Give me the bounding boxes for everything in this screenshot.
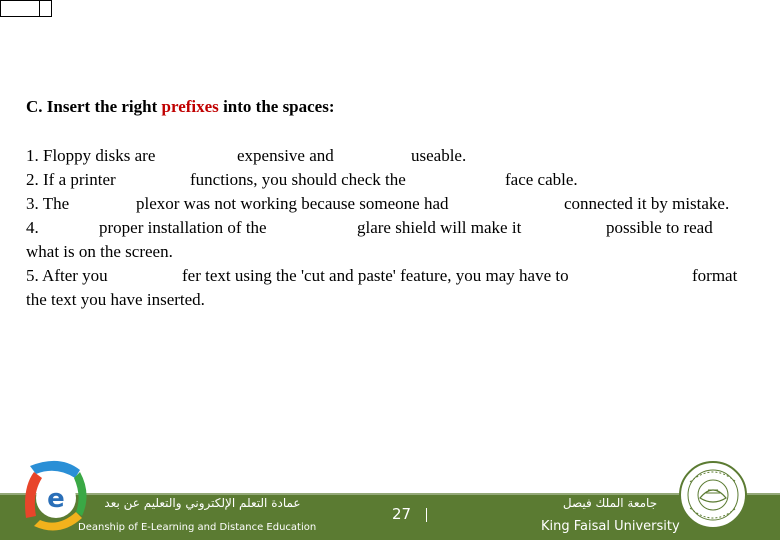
line-5-part-b: fer text using the 'cut and paste' feature, you may have to: [182, 266, 569, 285]
line-1-part-a: 1. Floppy disks are: [26, 146, 156, 165]
deanship-arabic-name: عمادة التعلم الإلكتروني والتعليم عن بعد: [104, 496, 301, 510]
line-5-part-c: format: [692, 266, 738, 285]
line-1-part-b: expensive and: [237, 146, 334, 165]
line-4-part-d: possible to read: [606, 218, 713, 237]
line-4-part-a: 4.: [26, 218, 39, 237]
university-english-name: King Faisal University: [541, 519, 680, 534]
line-1-part-c: useable.: [411, 146, 467, 165]
line-2-part-a: 2. If a printer: [26, 170, 116, 189]
line-5-part-d: the text you have inserted.: [26, 290, 205, 309]
corner-frame: [0, 0, 52, 17]
svg-text:e: e: [47, 484, 65, 514]
heading-suffix: into the spaces:: [218, 97, 335, 116]
exercise-heading: [26, 97, 335, 117]
university-arabic-name: جامعة الملك فيصل: [562, 496, 658, 510]
page-number-divider: [426, 508, 427, 522]
heading-prefix: C. Insert the right: [26, 97, 162, 116]
line-3-part-b: plexor was not working because someone had: [136, 194, 449, 213]
university-seal-icon: [678, 460, 748, 530]
line-4-part-c: glare shield will make it: [357, 218, 522, 237]
deanship-english-name: Deanship of E-Learning and Distance Education: [78, 522, 317, 533]
page-number: 27: [392, 505, 412, 523]
line-3-part-a: 3. The: [26, 194, 70, 213]
line-3-part-c: connected it by mistake.: [564, 194, 730, 213]
line-4-part-e: what is on the screen.: [26, 242, 173, 261]
line-2-part-b: functions, you should check the: [190, 170, 406, 189]
heading-accent-word: prefixes: [161, 97, 219, 116]
line-2-part-c: face cable.: [505, 170, 578, 189]
line-4-part-b: proper installation of the: [99, 218, 267, 237]
line-5-part-a: 5. After you: [26, 266, 108, 285]
